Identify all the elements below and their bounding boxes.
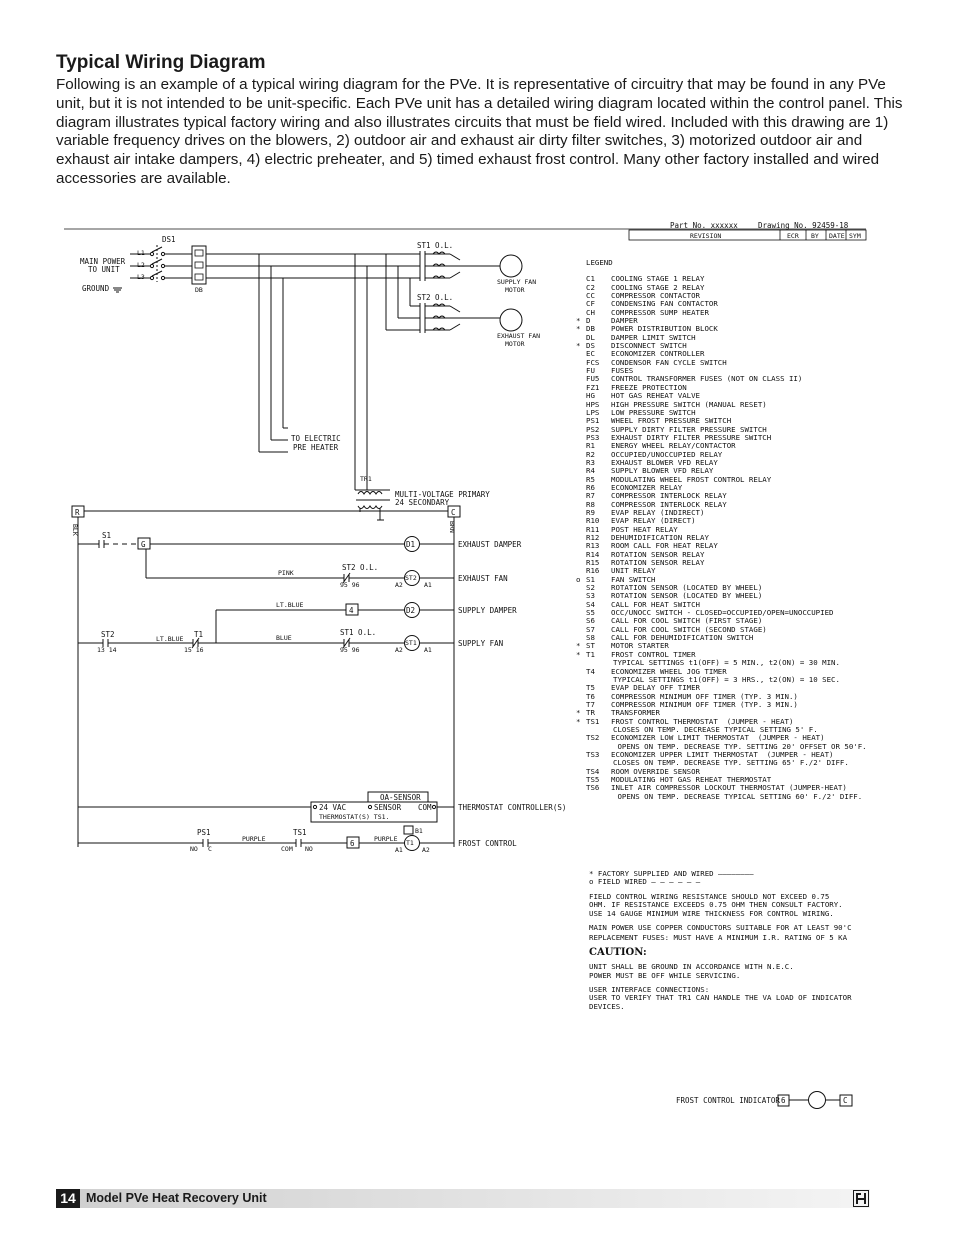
legend-code: R15: [586, 558, 600, 568]
st2-a2-label: A2: [395, 581, 403, 589]
note-factory: * FACTORY SUPPLIED AND WIRED ————————: [589, 869, 754, 878]
legend-desc: CLOSES ON TEMP. DECREASE TYP. SETTING 65' F./2' DIFF.: [613, 758, 849, 768]
legend-code: D: [586, 316, 591, 326]
legend-mark: [576, 743, 586, 751]
legend-mark: [576, 350, 586, 358]
legend-desc: EXHAUST BLOWER VFD RELAY: [611, 457, 718, 467]
legend-code: PS1: [586, 416, 600, 426]
frost-control-indicator: [676, 1092, 852, 1109]
pink-wire-label: PINK: [278, 569, 294, 577]
ground-symbol: [113, 288, 122, 292]
legend-mark: [576, 768, 586, 776]
legend-desc: ENERGY WHEEL RELAY/CONTACTOR: [611, 441, 736, 451]
blk-wire-label: BLK: [71, 524, 79, 536]
blue-wire-label: BLUE: [276, 634, 292, 642]
ds1-label: DS1: [162, 235, 176, 244]
col-revision: REVISION: [690, 232, 722, 240]
legend-mark: *: [576, 341, 581, 351]
legend-desc: CONDENSING FAN CONTACTOR: [611, 299, 718, 309]
legend-code: [586, 793, 611, 801]
legend-code: DB: [586, 324, 595, 334]
legend-desc: HOT GAS REHEAT VALVE: [611, 391, 700, 401]
legend-mark: [576, 442, 586, 450]
legend-mark: [576, 367, 586, 375]
legend-desc: COMPRESSOR MINIMUM OFF TIMER (TYP. 3 MIN.): [611, 699, 798, 709]
legend-code: TS6: [586, 783, 600, 793]
legend-desc: CLOSES ON TEMP. DECREASE TYPICAL SETTING 5' F.: [613, 724, 818, 734]
legend-desc: DEHUMIDIFICATION RELAY: [611, 533, 709, 542]
st2-13-14-label: 13 14: [97, 646, 117, 654]
legend-code: FZ1: [586, 382, 600, 392]
legend-code: S3: [586, 591, 595, 601]
legend-mark: [576, 793, 586, 801]
legend-code: R14: [586, 549, 600, 559]
legend-code: DS: [586, 341, 595, 351]
st2-ol-label: ST2 O.L.: [417, 293, 454, 302]
legend-mark: [576, 726, 586, 734]
legend-desc: OPENS ON TEMP. DECREASE TYP. SETTING 20' OFFSET OR 50'F.: [613, 741, 867, 751]
st1-a2-label: A2: [395, 646, 403, 654]
legend-desc: POST HEAT RELAY: [611, 524, 678, 534]
legend-mark: [576, 609, 586, 617]
legend-item: [586, 793, 867, 801]
t1-15-16-label: 15 16: [184, 646, 204, 654]
legend-mark: [576, 459, 586, 467]
control-ladder: [71, 506, 566, 854]
legend-code: R10: [586, 516, 600, 526]
legend-mark: [576, 484, 586, 492]
notes: [589, 870, 889, 1017]
note-caution: UNIT SHALL BE GROUND IN ACCORDANCE WITH N.E.C. POWER MUST BE OFF WHILE SERVICING.: [589, 962, 794, 980]
legend: [576, 258, 867, 801]
note-field: o FIELD WIRED — — — — — —: [589, 877, 701, 887]
legend-code: R12: [586, 533, 600, 542]
legend-code: FU5: [586, 374, 600, 384]
legend-mark: [576, 384, 586, 392]
legend-desc: EVAP RELAY (INDIRECT): [611, 507, 705, 517]
legend-desc: EVAP RELAY (DIRECT): [611, 516, 696, 526]
legend-desc: HIGH PRESSURE SWITCH (MANUAL RESET): [611, 399, 767, 409]
legend-desc: OCC/UNOCC SWITCH - CLOSED=OCCUPIED/OPEN=UNOCCUPIED: [611, 608, 834, 618]
legend-mark: [576, 601, 586, 609]
legend-code: R5: [586, 474, 595, 484]
legend-mark: [576, 275, 586, 283]
legend-desc: CONDENSOR FAN CYCLE SWITCH: [611, 357, 727, 367]
page-title: Typical Wiring Diagram: [56, 52, 266, 73]
distribution-block: [192, 246, 206, 294]
legend-desc: DAMPER LIMIT SWITCH: [611, 332, 696, 342]
legend-code: CC: [586, 291, 595, 301]
supply-damper-label: SUPPLY DAMPER: [458, 606, 517, 615]
legend-code: FCS: [586, 357, 600, 367]
t1-contact-label: T1: [194, 630, 204, 639]
tr1-label: TR1: [360, 475, 372, 483]
col-ecr: ECR: [787, 232, 799, 240]
legend-mark: *: [576, 649, 581, 659]
legend-code: R3: [586, 457, 595, 467]
ts1-no-label: NO: [305, 845, 313, 853]
st2-ol-ctrl-label: ST2 O.L.: [342, 563, 379, 572]
st1-a1-label: A1: [424, 646, 432, 654]
legend-desc: EVAP DELAY OFF TIMER: [611, 683, 700, 693]
legend-code: R16: [586, 566, 600, 576]
legend-mark: [576, 401, 586, 409]
st1-contacts: [420, 251, 522, 281]
preheater-label-1: TO ELECTRIC: [291, 434, 341, 443]
legend-mark: [576, 676, 586, 684]
sensor-label: SENSOR: [374, 803, 402, 812]
frost-indicator-label: FROST CONTROL INDICATOR: [676, 1096, 780, 1105]
ts1-label: TS1: [293, 828, 307, 837]
legend-code: S7: [586, 624, 595, 634]
legend-code: TR: [586, 708, 595, 718]
legend-mark: *: [576, 316, 581, 326]
legend-desc: CONTROL TRANSFORMER FUSES (NOT ON CLASS II): [611, 374, 803, 384]
g-terminal-label: G: [141, 540, 146, 549]
legend-desc: ROTATION SENSOR (LOCATED BY WHEEL): [611, 591, 763, 601]
legend-code: R1: [586, 441, 595, 451]
legend-desc: OCCUPIED/UNOCCUPIED RELAY: [611, 449, 723, 459]
legend-mark: [576, 359, 586, 367]
legend-desc: CALL FOR HEAT SWITCH: [611, 599, 700, 609]
legend-desc: ECONOMIZER RELAY: [611, 482, 683, 492]
legend-desc: ROTATION SENSOR RELAY: [611, 549, 705, 559]
purple-wire-label-1: PURPLE: [242, 835, 266, 843]
r-terminal-label: R: [75, 508, 80, 517]
legend-code: T4: [586, 666, 595, 676]
legend-code: TS4: [586, 766, 600, 776]
legend-desc: MODULATING WHEEL FROST CONTROL RELAY: [611, 474, 772, 484]
legend-code: R9: [586, 507, 595, 517]
d2-label: D2: [406, 606, 416, 615]
com-label: COM: [418, 803, 432, 812]
legend-desc: TYPICAL SETTINGS t1(OFF) = 5 MIN., t2(ON) = 30 MIN.: [613, 658, 840, 668]
exhaust-fan-motor-label-2: MOTOR: [505, 340, 525, 348]
legend-mark: [576, 734, 586, 742]
b1-label: B1: [415, 827, 423, 835]
note-user-interface: USER INTERFACE CONNECTIONS: USER TO VERIFY THAT TR1 CAN HANDLE THE VA LOAD OF INDICATOR DEVICES.: [589, 985, 852, 1011]
intro-paragraph: Following is an example of a typical wiring diagram for the PVe. It is representative of circuitry that may be found in any PVe unit, but it is not intended to be unit-specific. Each PVe unit has a detailed wiring diagram located within the control panel. This diagram illustrates typical factory wiring and also illustrates circuits that must be field wired. Included with this drawing are 1) variable frequency drives on the blowers, 2) outdoor air and exhaust air dirty filter switches, 3) motorized outdoor air and exhaust air intake dampers, 4) electric preheater, and 5) timed exhaust frost control. Many other factory installed and wired accessories are available.: [56, 76, 903, 187]
legend-code: T6: [586, 691, 595, 701]
legend-desc: FAN SWITCH: [611, 574, 656, 584]
legend-code: R2: [586, 449, 595, 459]
page-number: 14: [56, 1189, 80, 1208]
legend-code: FU: [586, 366, 595, 376]
legend-mark: *: [576, 641, 581, 651]
legend-desc: COMPRESSOR INTERLOCK RELAY: [611, 499, 727, 509]
legend-desc: DAMPER: [611, 316, 638, 326]
legend-mark: [576, 759, 586, 767]
supply-fan-motor-label-2: MOTOR: [505, 286, 525, 294]
col-by: BY: [811, 232, 819, 240]
legend-mark: [576, 392, 586, 400]
legend-desc: CALL FOR COOL SWITCH (FIRST STAGE): [611, 616, 763, 626]
l1-label: L1: [137, 249, 145, 257]
st2-contacts: [420, 303, 522, 333]
legend-code: C1: [586, 274, 595, 284]
legend-code: R6: [586, 482, 595, 492]
legend-mark: [576, 375, 586, 383]
to-unit-label: TO UNIT: [88, 265, 120, 274]
legend-desc: ECONOMIZER UPPER LIMIT THERMOSTAT (JUMPER - HEAT): [611, 749, 834, 759]
legend-mark: [576, 434, 586, 442]
legend-code: PS3: [586, 432, 600, 442]
s1-label: S1: [102, 531, 112, 540]
legend-desc: SUPPLY DIRTY FILTER PRESSURE SWITCH: [611, 424, 767, 434]
brand-logo-icon: [853, 1190, 869, 1207]
st2-a1-label: A1: [424, 581, 432, 589]
legend-mark: [576, 584, 586, 592]
col-date: DATE: [829, 232, 845, 240]
multi-voltage-label: MULTI-VOLTAGE PRIMARY: [395, 490, 490, 499]
legend-mark: [576, 526, 586, 534]
legend-mark: [576, 693, 586, 701]
vac24-label: 24 VAC: [319, 803, 347, 812]
legend-desc: OPENS ON TEMP. DECREASE TYPICAL SETTING 60' F./2' DIFF.: [613, 791, 863, 801]
legend-mark: [576, 534, 586, 542]
legend-code: R11: [586, 524, 600, 534]
legend-desc: ECONOMIZER LOW LIMIT THERMOSTAT (JUMPER - HEAT): [611, 733, 825, 743]
t1-timer-label: T1: [406, 839, 414, 847]
ps1-label: PS1: [197, 828, 211, 837]
legend-code: S2: [586, 583, 595, 593]
purple-wire-label-2: PURPLE: [374, 835, 398, 843]
legend-mark: [576, 784, 586, 792]
frost-control-label: FROST CONTROL: [458, 839, 517, 848]
legend-mark: [576, 617, 586, 625]
legend-mark: [576, 409, 586, 417]
lt-blue-wire-label-1: LT.BLUE: [276, 601, 304, 609]
exhaust-fan-motor-label-1: EXHAUST FAN: [497, 332, 541, 340]
legend-desc: FROST CONTROL TIMER: [611, 649, 696, 659]
legend-code: R8: [586, 499, 595, 509]
footer-title: Model PVe Heat Recovery Unit: [86, 1191, 267, 1205]
ts1-com-label: COM: [281, 845, 293, 853]
terminal-6-label: 6: [350, 839, 355, 848]
supply-fan-label: SUPPLY FAN: [458, 639, 504, 648]
lt-blue-wire-label-2: LT.BLUE: [156, 635, 184, 643]
legend-code: T7: [586, 699, 595, 709]
indicator-c-label: C: [843, 1096, 848, 1105]
legend-desc: DISCONNECT SWITCH: [611, 341, 687, 351]
legend-desc: SUPPLY BLOWER VFD RELAY: [611, 466, 714, 476]
legend-code: TS1: [586, 716, 600, 726]
secondary-label: 24 SECONDARY: [395, 498, 450, 507]
legend-mark: [576, 292, 586, 300]
legend-mark: *: [576, 324, 581, 334]
legend-mark: [576, 426, 586, 434]
preheater-label-2: PRE HEATER: [293, 443, 339, 452]
legend-code: T1: [586, 649, 595, 659]
legend-mark: o: [576, 574, 581, 584]
legend-desc: MOTOR STARTER: [611, 641, 669, 651]
t1-a1-label: A1: [395, 846, 403, 854]
main-power-label: MAIN POWER: [80, 257, 126, 266]
legend-code: TS3: [586, 749, 600, 759]
legend-mark: [576, 659, 586, 667]
db-label: DB: [195, 286, 203, 294]
legend-desc: FREEZE PROTECTION: [611, 382, 687, 392]
legend-mark: [576, 492, 586, 500]
drawing-number: Drawing No. 92459-18: [758, 221, 849, 230]
oa-sensor-label: OA-SENSOR: [380, 793, 421, 802]
legend-header: LEGEND: [586, 258, 613, 267]
legend-mark: [576, 776, 586, 784]
legend-code: DL: [586, 332, 595, 342]
legend-mark: [576, 517, 586, 525]
legend-code: ST: [586, 641, 595, 651]
legend-mark: [576, 684, 586, 692]
st1-95-96-label: 95 96: [340, 646, 360, 654]
legend-desc: CALL FOR DEHUMIDIFICATION SWITCH: [611, 633, 754, 643]
legend-desc: CALL FOR COOL SWITCH (SECOND STAGE): [611, 624, 767, 634]
indicator-6-label: 6: [781, 1096, 786, 1105]
d1-label: D1: [406, 540, 416, 549]
legend-desc: UNIT RELAY: [611, 566, 656, 576]
note-fuses: REPLACEMENT FUSES: MUST HAVE A MINIMUM I.R. RATING OF 5 KA: [589, 933, 848, 943]
legend-desc: COMPRESSOR CONTACTOR: [611, 291, 700, 301]
legend-desc: ROOM CALL FOR HEAT RELAY: [611, 541, 718, 551]
legend-mark: [576, 509, 586, 517]
legend-mark: [576, 592, 586, 600]
legend-mark: [576, 476, 586, 484]
legend-code: TS2: [586, 733, 600, 743]
legend-code: PS2: [586, 424, 600, 434]
power-section: [80, 235, 540, 490]
legend-code: HG: [586, 391, 595, 401]
t1-a2-label: A2: [422, 846, 430, 854]
title-block: [64, 221, 866, 240]
legend-desc: COMPRESSOR SUMP HEATER: [611, 307, 709, 317]
legend-desc: COMPRESSOR INTERLOCK RELAY: [611, 491, 727, 501]
legend-code: LPS: [586, 407, 600, 417]
legend-code: C2: [586, 282, 595, 292]
legend-code: CF: [586, 299, 595, 309]
st1-coil-label: ST1: [405, 639, 417, 647]
legend-mark: [576, 501, 586, 509]
legend-mark: [576, 417, 586, 425]
exhaust-fan-label: EXHAUST FAN: [458, 574, 508, 583]
legend-desc: MODULATING HOT GAS REHEAT THERMOSTAT: [611, 774, 772, 784]
legend-mark: [576, 300, 586, 308]
legend-code: EC: [586, 349, 595, 359]
c-terminal-label: C: [451, 508, 456, 517]
st1-ol-ctrl-label: ST1 O.L.: [340, 628, 377, 637]
legend-code: S8: [586, 633, 595, 643]
legend-code: R13: [586, 541, 600, 551]
legend-code: S4: [586, 599, 595, 609]
disconnect-switch: [130, 245, 165, 282]
l2-label: L2: [137, 261, 145, 269]
legend-mark: [576, 626, 586, 634]
ps1-no-label: NO: [190, 845, 198, 853]
terminal-4-label: 4: [349, 606, 354, 615]
supply-fan-motor-label-1: SUPPLY FAN: [497, 278, 537, 286]
caution-heading: CAUTION:: [589, 946, 647, 958]
legend-mark: [576, 284, 586, 292]
legend-code: CH: [586, 307, 595, 317]
thermostat-ts1-label: THERMOSTAT(S) TS1.: [319, 813, 390, 821]
legend-desc: EXHAUST DIRTY FILTER PRESSURE SWITCH: [611, 432, 772, 442]
legend-code: R4: [586, 466, 595, 476]
legend-desc: ROTATION SENSOR RELAY: [611, 558, 705, 568]
legend-desc: LOW PRESSURE SWITCH: [611, 407, 696, 417]
legend-mark: *: [576, 716, 581, 726]
transformer-tr1: [355, 475, 490, 520]
ground-label: GROUND: [82, 284, 110, 293]
legend-code: S6: [586, 616, 595, 626]
ps1-c-label: C: [208, 845, 212, 853]
legend-code: S1: [586, 574, 595, 584]
legend-mark: [576, 542, 586, 550]
legend-mark: [576, 668, 586, 676]
legend-desc: ECONOMIZER CONTROLLER: [611, 349, 705, 359]
legend-desc: FUSES: [611, 366, 634, 376]
st1-ol-label: ST1 O.L.: [417, 241, 454, 250]
part-number: Part No. xxxxxx: [670, 221, 738, 230]
col-sym: SYM: [849, 232, 861, 240]
legend-desc: TRANSFORMER: [611, 708, 660, 718]
legend-code: TS5: [586, 774, 600, 784]
legend-desc: FROST CONTROL THERMOSTAT (JUMPER - HEAT): [611, 716, 794, 726]
legend-desc: POWER DISTRIBUTION BLOCK: [611, 324, 718, 334]
brn-wire-label: BRN: [448, 521, 456, 533]
legend-code: T5: [586, 683, 595, 693]
st2-95-96-label: 95 96: [340, 581, 360, 589]
legend-desc: WHEEL FROST PRESSURE SWITCH: [611, 416, 732, 426]
exhaust-damper-label: EXHAUST DAMPER: [458, 540, 522, 549]
legend-code: R7: [586, 491, 595, 501]
legend-mark: [576, 467, 586, 475]
note-resistance: FIELD CONTROL WIRING RESISTANCE SHOULD NOT EXCEED 0.75 OHM. IF RESISTANCE EXCEEDS 0.75 OHM THEN CONSULT FACTORY. USE 14 GAUGE MINIMUM WIRE THICKNESS FOR CONTROL WIRING.: [589, 891, 843, 918]
thermostat-controllers-label: THERMOSTAT CONTROLLER(S): [458, 803, 567, 812]
l3-label: L3: [137, 273, 145, 281]
note-copper: MAIN POWER USE COPPER CONDUCTORS SUITABLE FOR AT LEAST 90'C: [589, 923, 852, 933]
legend-desc: ROTATION SENSOR (LOCATED BY WHEEL): [611, 583, 763, 593]
legend-desc: ECONOMIZER WHEEL JOG TIMER: [611, 666, 727, 676]
legend-desc: COOLING STAGE 1 RELAY: [611, 274, 705, 284]
legend-mark: [576, 451, 586, 459]
legend-mark: [576, 559, 586, 567]
legend-desc: ROOM OVERRIDE SENSOR: [611, 766, 700, 776]
legend-desc: INLET AIR COMPRESSOR LOCKOUT THERMOSTAT (JUMPER-HEAT): [611, 783, 847, 793]
legend-mark: *: [576, 708, 581, 718]
legend-desc: COMPRESSOR MINIMUM OFF TIMER (TYP. 3 MIN.): [611, 691, 798, 701]
legend-desc: COOLING STAGE 2 RELAY: [611, 282, 705, 292]
st2-coil-label: ST2: [405, 574, 417, 582]
legend-mark: [576, 551, 586, 559]
legend-code: HPS: [586, 399, 600, 409]
legend-mark: [576, 751, 586, 759]
legend-desc: TYPICAL SETTINGS t1(OFF) = 3 HRS., t2(ON) = 10 SEC.: [613, 674, 840, 684]
st2-aux-label: ST2: [101, 630, 115, 639]
legend-code: S5: [586, 608, 595, 618]
